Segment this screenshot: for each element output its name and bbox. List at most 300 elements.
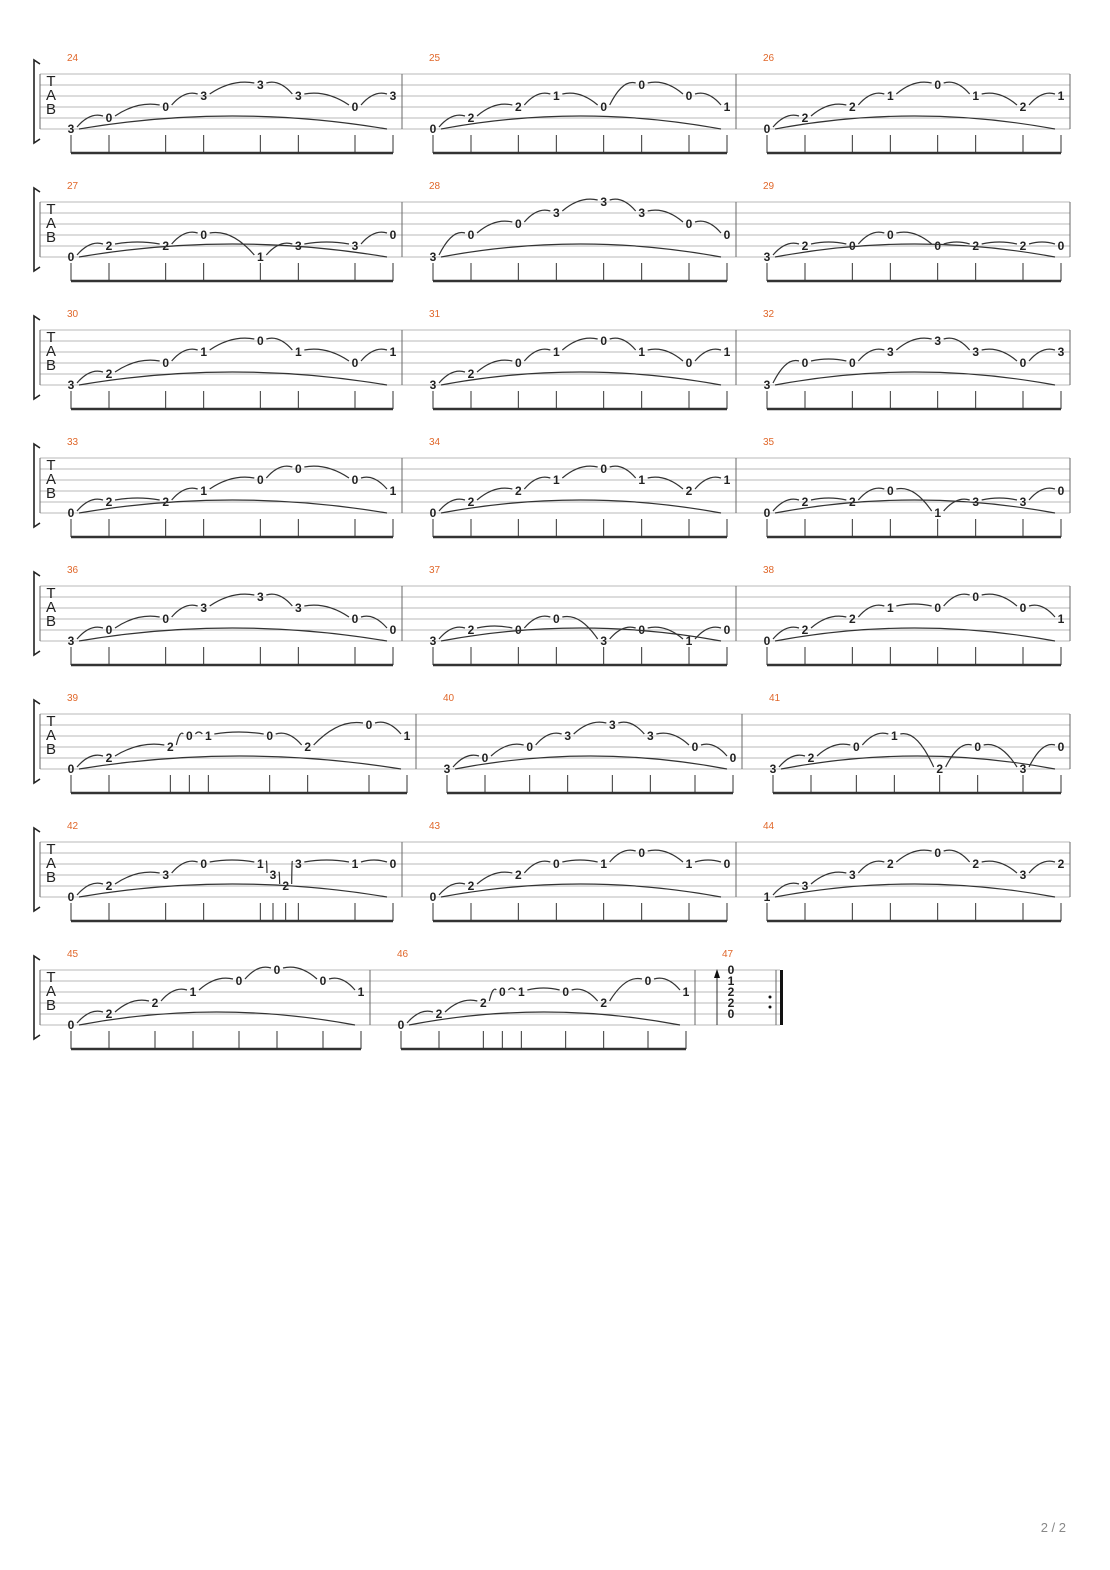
fret-number: 3 (67, 122, 75, 136)
fret-number: 0 (972, 590, 980, 604)
fret-number: 1 (200, 345, 208, 359)
fret-number: 3 (972, 345, 980, 359)
fret-number: 0 (162, 356, 170, 370)
slur-arc (172, 93, 198, 105)
measure-number: 38 (763, 565, 775, 576)
tab-clef-letter: T (46, 585, 56, 602)
slur-arc (1029, 744, 1055, 767)
tab-clef-letter: T (46, 969, 56, 986)
slur-arc (695, 349, 721, 361)
fret-number: 0 (498, 985, 506, 999)
fret-number: 0 (1019, 601, 1027, 615)
slur-arc (477, 221, 512, 233)
fret-number: 0 (351, 612, 359, 626)
slur-arc (279, 872, 280, 884)
slur-arc (896, 232, 931, 244)
tab-clef-letter: T (46, 329, 56, 346)
tab-system (34, 821, 1070, 921)
tab-clef-letter: T (46, 201, 56, 218)
fret-number: 0 (852, 740, 860, 754)
fret-number: 0 (351, 100, 359, 114)
fret-number: 1 (517, 985, 525, 999)
slur-arc (562, 338, 597, 350)
fret-number: 0 (162, 100, 170, 114)
slur-arc (491, 744, 524, 756)
slur-arc (858, 605, 884, 617)
tab-clef-letter: A (45, 343, 57, 360)
measure-number: 28 (429, 181, 441, 192)
tab-system (34, 949, 783, 1049)
fret-number: 2 (162, 495, 170, 509)
measure-number: 25 (429, 53, 441, 64)
slur-arc (695, 477, 721, 489)
slur-arc (811, 616, 846, 628)
slur-arc (266, 466, 292, 478)
slur-arc (536, 733, 562, 745)
fret-number: 1 (552, 473, 560, 487)
fret-number: 3 (389, 89, 397, 103)
fret-number: 2 (467, 879, 475, 893)
slur-arc (266, 861, 267, 873)
measure-number: 47 (722, 949, 734, 960)
fret-number: 0 (934, 601, 942, 615)
fret-number: 2 (467, 367, 475, 381)
fret-number: 0 (1057, 740, 1065, 754)
slur-arc (858, 93, 884, 105)
fret-number: 0 (886, 228, 894, 242)
slur-arc (292, 861, 293, 884)
fret-number: 2 (727, 985, 735, 999)
fret-number: 0 (763, 506, 771, 520)
slur-arc (524, 477, 550, 489)
slur-arc (562, 93, 597, 105)
fret-number: 1 (204, 729, 212, 743)
tab-system (34, 437, 1070, 537)
slur-arc (361, 349, 387, 361)
slur-arc (900, 734, 933, 767)
fret-number: 3 (1019, 762, 1027, 776)
slur-arc (477, 488, 512, 500)
slur-arc (944, 82, 970, 94)
system-bracket (34, 828, 40, 911)
fret-number: 3 (256, 78, 264, 92)
fret-number: 0 (514, 217, 522, 231)
slur-arc (477, 104, 512, 116)
fret-number: 3 (608, 718, 616, 732)
slur-arc (982, 242, 1017, 244)
fret-number: 0 (685, 356, 693, 370)
fret-number: 2 (886, 857, 894, 871)
system-bracket (34, 188, 40, 271)
tab-clef-letter: A (45, 855, 57, 872)
fret-number: 1 (685, 634, 693, 648)
fret-number: 2 (105, 495, 113, 509)
fret-number: 2 (936, 762, 944, 776)
slur-arc (477, 872, 512, 884)
slur-arc (701, 744, 727, 756)
measure-number: 46 (397, 949, 409, 960)
slur-arc (304, 93, 349, 105)
system-bracket (34, 444, 40, 527)
fret-number: 0 (729, 751, 737, 765)
slur-arc (283, 967, 317, 979)
system-bracket (34, 316, 40, 399)
fret-number: 2 (801, 495, 809, 509)
fret-number: 3 (763, 378, 771, 392)
fret-number: 3 (443, 762, 451, 776)
fret-number: 0 (763, 122, 771, 136)
fret-number: 0 (1057, 239, 1065, 253)
slur-arc (858, 232, 884, 244)
slur-arc (524, 210, 550, 222)
slur-arc (214, 732, 263, 734)
fret-number: 1 (552, 89, 560, 103)
fret-number: 3 (972, 495, 980, 509)
measure-number: 44 (763, 821, 775, 832)
fret-number: 2 (105, 879, 113, 893)
fret-number: 2 (848, 495, 856, 509)
fret-number: 3 (67, 378, 75, 392)
measure-number: 33 (67, 437, 79, 448)
slur-arc (266, 338, 292, 350)
fret-number: 0 (685, 217, 693, 231)
fret-number: 0 (185, 729, 193, 743)
fret-number: 2 (514, 868, 522, 882)
slur-arc (210, 860, 255, 862)
slur-arc (648, 477, 683, 489)
slur-arc (984, 744, 1017, 767)
slur-arc (115, 360, 160, 372)
slur-arc (439, 232, 465, 255)
fret-number: 2 (727, 996, 735, 1010)
fret-number: 1 (723, 345, 731, 359)
fret-number: 3 (294, 857, 302, 871)
fret-number: 3 (429, 634, 437, 648)
measure-number: 43 (429, 821, 441, 832)
fret-number: 0 (848, 356, 856, 370)
fret-number: 1 (763, 890, 771, 904)
slur-arc (172, 232, 198, 244)
fret-number: 3 (848, 868, 856, 882)
slur-arc (304, 242, 349, 244)
measure-number: 31 (429, 309, 441, 320)
slur-arc (375, 722, 401, 734)
fret-number: 3 (200, 601, 208, 615)
tab-clef-letter: A (45, 727, 57, 744)
slur-arc (695, 221, 721, 233)
fret-number: 2 (166, 740, 174, 754)
fret-number: 0 (200, 857, 208, 871)
slur-arc (610, 850, 636, 862)
system-bracket (34, 956, 40, 1039)
system-bracket (34, 572, 40, 655)
slur-arc (656, 733, 689, 745)
slur-arc (304, 349, 349, 361)
fret-number: 2 (467, 495, 475, 509)
slur-arc (944, 242, 970, 244)
slur-arc (858, 488, 884, 500)
fret-number: 0 (162, 612, 170, 626)
tab-clef-letter: B (45, 741, 57, 758)
fret-number: 1 (723, 100, 731, 114)
tab-system (34, 693, 1070, 793)
slur-arc (654, 978, 680, 990)
tab-clef-letter: B (45, 997, 57, 1014)
fret-number: 3 (934, 334, 942, 348)
fret-number: 0 (67, 890, 75, 904)
slur-arc (610, 338, 636, 350)
fret-number: 1 (886, 601, 894, 615)
slur-arc (304, 466, 349, 478)
slur-arc (944, 338, 970, 350)
fret-number: 3 (600, 195, 608, 209)
fret-number: 0 (848, 239, 856, 253)
slur-arc (266, 82, 292, 94)
fret-number: 3 (67, 634, 75, 648)
repeat-dot (769, 996, 772, 999)
slur-arc (610, 978, 642, 1001)
fret-number: 1 (256, 250, 264, 264)
slur-arc (477, 360, 512, 372)
measure-number: 36 (67, 565, 79, 576)
slur-arc (304, 605, 349, 617)
fret-number: 3 (646, 729, 654, 743)
slur-arc (199, 978, 233, 990)
fret-number: 1 (294, 345, 302, 359)
repeat-dot (769, 1006, 772, 1009)
fret-number: 0 (365, 718, 373, 732)
slur-arc (361, 93, 387, 105)
fret-number: 0 (294, 462, 302, 476)
slur-arc (982, 498, 1017, 500)
slur-arc (811, 872, 846, 884)
fret-number: 0 (600, 334, 608, 348)
fret-number: 2 (105, 367, 113, 381)
measure-number: 34 (429, 437, 441, 448)
slur-arc (508, 988, 515, 990)
fret-number: 3 (294, 239, 302, 253)
fret-number: 3 (294, 601, 302, 615)
fret-number: 3 (1019, 495, 1027, 509)
fret-number: 0 (319, 974, 327, 988)
slur-arc (304, 860, 349, 862)
slur-arc (195, 732, 202, 734)
fret-number: 2 (848, 100, 856, 114)
slur-arc (361, 616, 387, 628)
tab-clef-letter: T (46, 713, 56, 730)
fret-number: 0 (389, 857, 397, 871)
slur-arc (946, 744, 972, 767)
fret-number: 0 (429, 506, 437, 520)
fret-number: 2 (1019, 239, 1027, 253)
fret-number: 3 (638, 206, 646, 220)
slur-arc (115, 744, 164, 756)
fret-number: 1 (1057, 89, 1065, 103)
fret-number: 0 (429, 122, 437, 136)
slur-arc (811, 242, 846, 244)
fret-number: 2 (304, 740, 312, 754)
fret-number: 3 (1019, 868, 1027, 882)
slur-arc (245, 967, 271, 979)
slur-arc (695, 860, 721, 862)
slur-arc (361, 477, 387, 489)
measure-number: 30 (67, 309, 79, 320)
slur-arc (115, 1000, 149, 1012)
fret-number: 1 (403, 729, 411, 743)
slur-arc (610, 199, 636, 211)
fret-number: 1 (389, 484, 397, 498)
slur-arc (77, 755, 103, 767)
fret-number: 1 (189, 985, 197, 999)
tab-clef-letter: B (45, 485, 57, 502)
fret-number: 3 (600, 634, 608, 648)
tab-system (34, 181, 1070, 281)
fret-number: 3 (1057, 345, 1065, 359)
slur-arc (562, 199, 597, 211)
fret-number: 1 (934, 506, 942, 520)
fret-number: 1 (723, 473, 731, 487)
fret-number: 1 (727, 974, 735, 988)
fret-number: 2 (972, 239, 980, 253)
system-bracket (34, 700, 40, 783)
tab-clef-letter: B (45, 869, 57, 886)
slur-arc (648, 210, 683, 222)
final-thick-barline (780, 970, 783, 1025)
slur-arc (176, 733, 183, 745)
slur-arc (1029, 488, 1055, 500)
fret-number: 0 (934, 846, 942, 860)
slur-arc (210, 594, 255, 606)
slur-arc (361, 232, 387, 244)
measure-number: 29 (763, 181, 775, 192)
tab-system (34, 309, 1070, 409)
tab-clef-letter: A (45, 471, 57, 488)
fret-number: 0 (67, 762, 75, 776)
fret-number: 1 (351, 857, 359, 871)
fret-number: 0 (552, 612, 560, 626)
slur-arc (477, 626, 512, 628)
fret-number: 1 (638, 345, 646, 359)
fret-number: 3 (769, 762, 777, 776)
measure-number: 41 (769, 693, 781, 704)
fret-number: 1 (389, 345, 397, 359)
fret-number: 2 (151, 996, 159, 1010)
fret-number: 2 (600, 996, 608, 1010)
slur-arc (896, 82, 931, 94)
fret-number: 1 (972, 89, 980, 103)
fret-number: 1 (357, 985, 365, 999)
fret-number: 2 (514, 484, 522, 498)
fret-number: 3 (294, 89, 302, 103)
slur-arc (982, 93, 1017, 105)
slur-arc (896, 604, 931, 606)
fret-number: 0 (638, 78, 646, 92)
slur-arc (172, 488, 198, 500)
tab-system (34, 53, 1070, 153)
measure-number: 37 (429, 565, 441, 576)
fret-number: 3 (801, 879, 809, 893)
fret-number: 2 (282, 879, 290, 893)
fret-number: 0 (562, 985, 570, 999)
fret-number: 0 (235, 974, 243, 988)
slur-arc (562, 466, 597, 478)
measure-number: 39 (67, 693, 79, 704)
slur-arc (445, 1000, 477, 1012)
measure-number: 40 (443, 693, 455, 704)
fret-number: 0 (723, 228, 731, 242)
slur-arc (172, 605, 198, 617)
tab-clef-letter: B (45, 229, 57, 246)
slur-arc (115, 242, 160, 244)
fret-number: 0 (934, 239, 942, 253)
fret-number: 0 (105, 623, 113, 637)
fret-number: 1 (890, 729, 898, 743)
slur-arc (896, 338, 931, 350)
fret-number: 0 (67, 250, 75, 264)
slur-arc (524, 861, 550, 873)
slur-arc (817, 744, 850, 756)
fret-number: 0 (685, 89, 693, 103)
fret-number: 0 (691, 740, 699, 754)
fret-number: 1 (682, 985, 690, 999)
measure-number: 35 (763, 437, 775, 448)
fret-number: 0 (801, 356, 809, 370)
slur-arc (982, 861, 1017, 873)
fret-number: 2 (479, 996, 487, 1010)
fret-number: 3 (564, 729, 572, 743)
measure-number: 42 (67, 821, 79, 832)
slur-arc (524, 93, 550, 105)
slur-arc (858, 349, 884, 361)
slur-arc (648, 850, 683, 862)
fret-number: 0 (256, 334, 264, 348)
slur-arc (314, 722, 363, 745)
fret-number: 0 (514, 623, 522, 637)
fret-number: 2 (162, 239, 170, 253)
fret-number: 3 (162, 868, 170, 882)
fret-number: 0 (727, 963, 735, 977)
slur-arc (115, 104, 160, 116)
fret-number: 1 (1057, 612, 1065, 626)
fret-number: 2 (685, 484, 693, 498)
tab-clef-letter: A (45, 87, 57, 104)
slur-arc (773, 360, 799, 383)
fret-number: 3 (200, 89, 208, 103)
tab-clef-letter: A (45, 983, 57, 1000)
slur-arc (811, 104, 846, 116)
fret-number: 2 (467, 623, 475, 637)
measure-number: 27 (67, 181, 79, 192)
system-bracket (34, 60, 40, 143)
slur-arc (524, 616, 550, 628)
fret-number: 2 (1057, 857, 1065, 871)
fret-number: 0 (763, 634, 771, 648)
fret-number: 0 (105, 111, 113, 125)
fret-number: 0 (600, 100, 608, 114)
slur-arc (1029, 349, 1055, 361)
slur-arc (648, 349, 683, 361)
fret-number: 1 (638, 473, 646, 487)
slur-arc (562, 860, 597, 862)
fret-number: 0 (351, 473, 359, 487)
fret-number: 0 (934, 78, 942, 92)
fret-number: 0 (481, 751, 489, 765)
slur-arc (1029, 242, 1055, 244)
slur-arc (982, 349, 1017, 361)
slur-arc (572, 989, 598, 1001)
fret-number: 3 (886, 345, 894, 359)
fret-number: 1 (552, 345, 560, 359)
